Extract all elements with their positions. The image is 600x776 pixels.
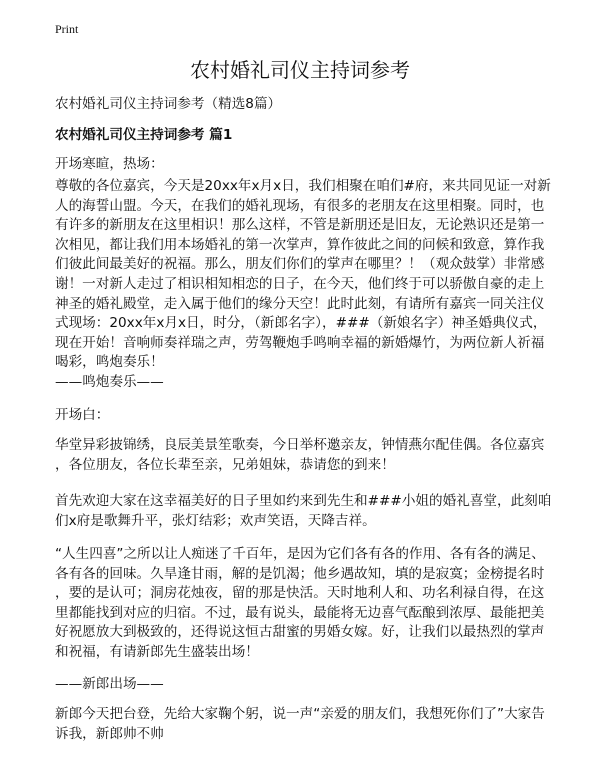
text-line: 好祝愿放大到极致的，还得说这恒古甜蜜的男婚女嫁。好，让我们以最热烈的掌声	[55, 624, 545, 641]
text-line: ，要的是认可；洞房花烛夜，留的那是快活。天时地利人和、功名利禄自得，在这	[55, 585, 545, 602]
document-subtitle	[55, 95, 555, 115]
divider-groom-entrance	[55, 675, 555, 695]
text-line: 和祝福，有请新郎先生盛装出场！	[55, 643, 259, 660]
subtitle-text: 农村婚礼司仪主持词参考（精选8篇）	[55, 96, 282, 112]
text-line: 神圣的婚礼殿堂，走入属于他们的缘分天空！此时此刻，有请所有嘉宾一同关注仪	[55, 295, 545, 312]
paragraph-welcome	[55, 492, 555, 531]
section-heading	[55, 126, 555, 146]
paragraph-four-joys	[55, 545, 555, 663]
text-line: “人生四喜”之所以让人痴迷了千百年，是因为它们各有各的作用、各有各的满足、	[55, 546, 545, 562]
text-line: 诉我，新郎帅不帅	[55, 725, 164, 742]
text-line: 各有各的回味。久旱逢甘雨，解的是饥渴；他乡遇故知，填的是寂寞；金榜提名时	[55, 565, 545, 582]
text-line: 里都能找到对应的归宿。不过，最有说头，最能将无边喜气酝酿到浓厚、最能把美	[55, 604, 545, 621]
paragraph-opening-label	[55, 406, 555, 426]
text-line: 人的海誓山盟。今天，在我们的婚礼现场，有很多的老朋友在这里相聚。同时，也	[55, 197, 545, 214]
text-line: 们x府是歌舞升平，张灯结彩；欢声笑语，天降吉祥。	[55, 512, 376, 529]
text-line: 开场白：	[55, 407, 110, 423]
document-title: 农村婚礼司仪主持词参考	[190, 58, 410, 82]
text-line: 现在开始！音响师奏祥瑞之声，劳驾鞭炮手鸣响幸福的新婚爆竹，为两位新人祈福	[55, 334, 545, 351]
text-line: 谢！一对新人走过了相识相知相恋的日子，在今天，他们终于可以骄傲自豪的走上	[55, 275, 545, 292]
text-line: ，各位朋友，各位长辈至亲，兄弟姐妹，恭请您的到来！	[55, 456, 395, 473]
paragraph-welcome-verse	[55, 436, 555, 475]
text-line: 首先欢迎大家在这幸福美好的日子里如约来到先生和###小姐的婚礼喜堂，此刻咱	[55, 493, 552, 509]
text-line: 次相见，都让我们用本场婚礼的第一次掌声，算作彼此之间的问候和致意，算作我	[55, 236, 545, 253]
text-line: ——新郎出场——	[55, 676, 164, 692]
divider-firecrackers	[55, 373, 555, 393]
text-line: 式现场：20xx年x月x日，时分，（新郎名字），###（新娘名字）神圣婚典仪式，	[55, 315, 547, 332]
text-line: 喝彩，鸣炮奏乐！	[55, 354, 164, 371]
paragraph-opening-speech	[55, 177, 555, 373]
print-label: Print	[55, 22, 79, 36]
text-line: 华堂异彩披锦绣，良辰美景笙歌奏，今日举杯邀亲友，钟情燕尔配佳偶。各位嘉宾	[55, 437, 545, 453]
text-line: 新郎今天把台登，先给大家鞠个躬，说一声“亲爱的朋友们，我想死你们了”大家告	[55, 706, 545, 722]
text-line: ——鸣炮奏乐——	[55, 374, 164, 390]
text-line: 开场寒暄，热场：	[55, 156, 164, 172]
paragraph-groom	[55, 705, 555, 744]
text-line: 有许多的新朋友在这里相识！那么这样，不管是新朋还是旧友，无论熟识还是第一	[55, 217, 545, 234]
text-line: 尊敬的各位嘉宾，今天是20xx年x月x日，我们相聚在咱们#府，来共同见证一对新	[55, 178, 551, 194]
section-heading-text: 农村婚礼司仪主持词参考 篇1	[55, 127, 233, 143]
text-line: 们彼此间最美好的祝福。那么，朋友们你们的掌声在哪里？！（观众鼓掌）非常感	[55, 256, 545, 273]
paragraph-warmup-label	[55, 155, 555, 175]
